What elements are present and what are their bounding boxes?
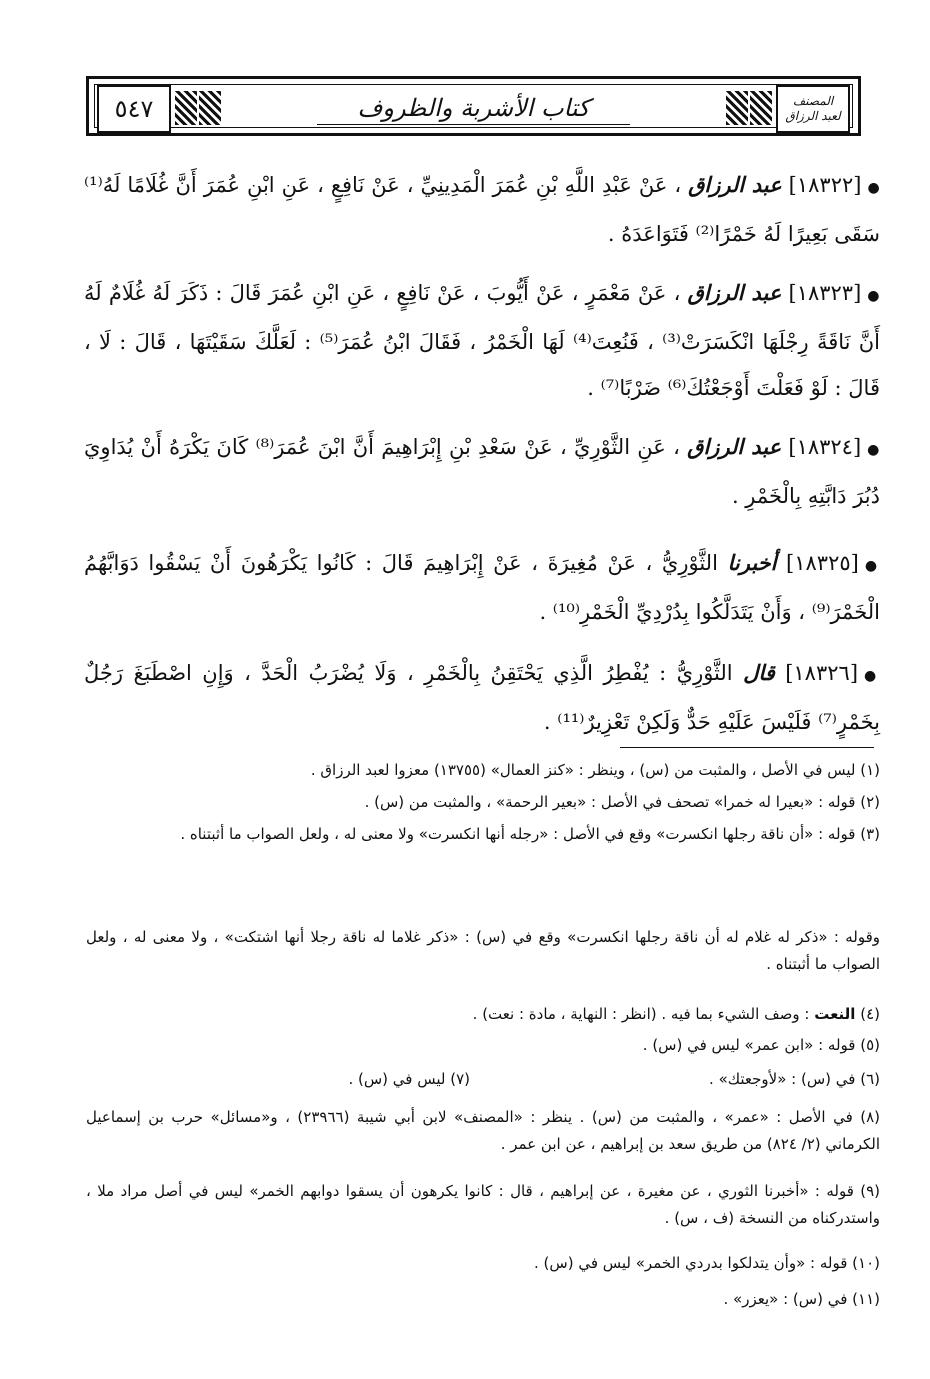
footnote: (٦) في (س) : «لأوجعتك» . — [709, 1070, 880, 1088]
seal-line: المصنف — [792, 94, 834, 108]
hadith-entry — [84, 650, 880, 745]
entry-bullet: ● — [864, 558, 880, 574]
page-number: ٥٤٧ — [114, 95, 154, 123]
chain-marker: عبد الرزاق — [687, 434, 782, 459]
footnote: (٣) قوله : «أن ناقة رجلها انكسرت» وقع في الأصل : «رجله أنها انكسرت» ولا معنى له ، ولعل الصواب ما أثبتناه . — [180, 825, 880, 843]
chain-marker: عبد الرزاق — [687, 280, 782, 305]
footnote: (١١) في (س) : «يعزر» . — [723, 1290, 880, 1308]
entry-bullet: ● — [864, 668, 880, 684]
hadith-entry — [84, 540, 880, 635]
entry-number: [١٨٣٢٦] — [785, 661, 859, 685]
entry-number: [١٨٣٢٣] — [788, 281, 862, 305]
book-title: كتاب الأشربة والظروف — [317, 94, 629, 125]
entry-number: [١٨٣٢٤] — [788, 435, 862, 459]
footnote: (٧) ليس في (س) . — [348, 1070, 470, 1088]
ornament-pattern — [199, 91, 221, 125]
entry-bullet: ● — [867, 442, 880, 458]
seal-line: لعبد الرزاق — [785, 109, 841, 123]
footnote-number: (٤) — [860, 1005, 880, 1023]
entry-text: ، عَنْ مَعْمَرٍ ، عَنْ أَيُّوبَ ، عَنْ نَافِعٍ ، عَنِ ابْنِ عُمَرَ قَالَ : ذَكَرَ لَهُ غُلَامٌ لَهُ أَنَّ نَاقَةً رِجْلَهَا انْكَسَرَتْ⁽³⁾ ، فَنُعِتَ⁽⁴⁾ لَهَا الْخَمْرُ ، فَقَالَ ابْنُ عُمَرَ⁽⁵⁾ : لَعَلَّكَ سَقَيْتَهَا ، قَالَ : لَا ، قَالَ : لَوْ فَعَلْتَ أَوْجَعْتُكَ⁽⁶⁾ ضَرْبًا⁽⁷⁾ . — [84, 281, 880, 400]
footnote: (٢) قوله : «بعيرا له خمرا» تصحف في الأصل : «بعير الرحمة» ، والمثبت من (س) . — [364, 793, 880, 811]
entry-bullet: ● — [867, 180, 880, 196]
footnote-text: : وصف الشيء بما فيه . (انظر : النهاية ، مادة : نعت) . — [472, 1005, 810, 1023]
ornament-pattern — [750, 91, 772, 125]
chain-marker: قال — [743, 660, 775, 685]
footnote: (١٠) قوله : «وأن يتدلكوا بدردي الخمر» ليس في (س) . — [534, 1254, 880, 1272]
entry-bullet: ● — [867, 288, 880, 304]
entry-number: [١٨٣٢٥] — [786, 551, 859, 575]
page-header-banner — [86, 76, 861, 136]
hadith-entry — [84, 162, 880, 257]
entry-text: ، عَنْ عَبْدِ اللَّهِ بْنِ عُمَرَ الْمَدِينِيِّ ، عَنْ نَافِعٍ ، عَنِ ابْنِ عُمَرَ أَنَّ غُلَامًا لَهُ⁽¹⁾ سَقَى بَعِيرًا لَهُ خَمْرًا⁽²⁾ فَتَوَاعَدَهُ . — [84, 173, 880, 246]
chain-marker: عبد الرزاق — [688, 172, 782, 197]
book-seal-box — [776, 85, 850, 133]
entry-text: الثَّوْرِيُّ : يُفْطِرُ الَّذِي يَحْتَقِنُ بِالْخَمْرِ ، وَلَا يُضْرَبُ الْحَدَّ ، وَإِنِ اصْطَبَغَ رَجُلٌ بِخَمْرٍ⁽⁷⁾ فَلَيْسَ عَلَيْهِ حَدٌّ وَلَكِنْ تَعْزِيرٌ⁽¹¹⁾ . — [84, 661, 880, 734]
header-inner-frame — [94, 84, 853, 128]
book-title-area — [235, 89, 712, 129]
entry-text: الثَّوْرِيُّ ، عَنْ مُغِيرَةَ ، عَنْ إِبْرَاهِيمَ قَالَ : كَانُوا يَكْرَهُونَ أَنْ يَسْقُوا دَوَابَّهُمُ الْخَمْرَ⁽⁹⁾ ، وَأَنْ يَتَدَلَّكُوا بِدُرْدِيِّ الْخَمْرِ⁽¹⁰⁾ . — [84, 551, 880, 624]
ornament-pattern — [726, 91, 748, 125]
book-seal — [785, 94, 840, 124]
footnote-term: النعت — [814, 1005, 856, 1023]
page-number-box — [97, 85, 171, 133]
chain-marker: أخبرنا — [727, 550, 777, 575]
footnote-continuation: وقوله : «ذكر له غلام له أن ناقة رجلها انكسرت» وقع في (س) : «ذكر غلاما له ناقة رجلا أنها اشتكت» ، ولا معنى له ، ولعل الصواب ما أثبتناه . — [86, 928, 880, 973]
footnote — [86, 1001, 880, 1028]
footnote: (١) ليس في الأصل ، والمثبت من (س) ، وينظر : «كنز العمال» (١٣٧٥٥) معزوا لعبد الرزاق . — [310, 761, 880, 779]
ornament-pattern — [175, 91, 197, 125]
entry-number: [١٨٣٢٢] — [788, 173, 862, 197]
footnote-separator — [620, 747, 874, 748]
hadith-entry — [84, 270, 880, 411]
entry-text: ، عَنِ الثَّوْرِيِّ ، عَنْ سَعْدِ بْنِ إِبْرَاهِيمَ أَنَّ ابْنَ عُمَرَ⁽⁸⁾ كَانَ يَكْرَهُ أَنْ يُدَاوِيَ دُبُرَ دَابَّتِهِ بِالْخَمْرِ . — [84, 435, 880, 508]
hadith-entry — [84, 424, 880, 519]
footnote: (٥) قوله : «ابن عمر» ليس في (س) . — [642, 1036, 880, 1054]
footnote: (٩) قوله : «أخبرنا الثوري ، عن مغيرة ، عن إبراهيم ، قال : كانوا يكرهون أن يسقوا دوابهم الخمر» ليس في أصل مراد ملا ، واستدركناه من النسخة (ف ، س) . — [86, 1182, 880, 1227]
footnote: (٨) في الأصل : «عمر» ، والمثبت من (س) . ينظر : «المصنف» لابن أبي شيبة (٢٣٩٦٦) ، و«مسائل» حرب بن إسماعيل الكرماني (٢/ ٨٢٤) من طريق سعد بن إبراهيم ، عن ابن عمر . — [86, 1108, 881, 1153]
